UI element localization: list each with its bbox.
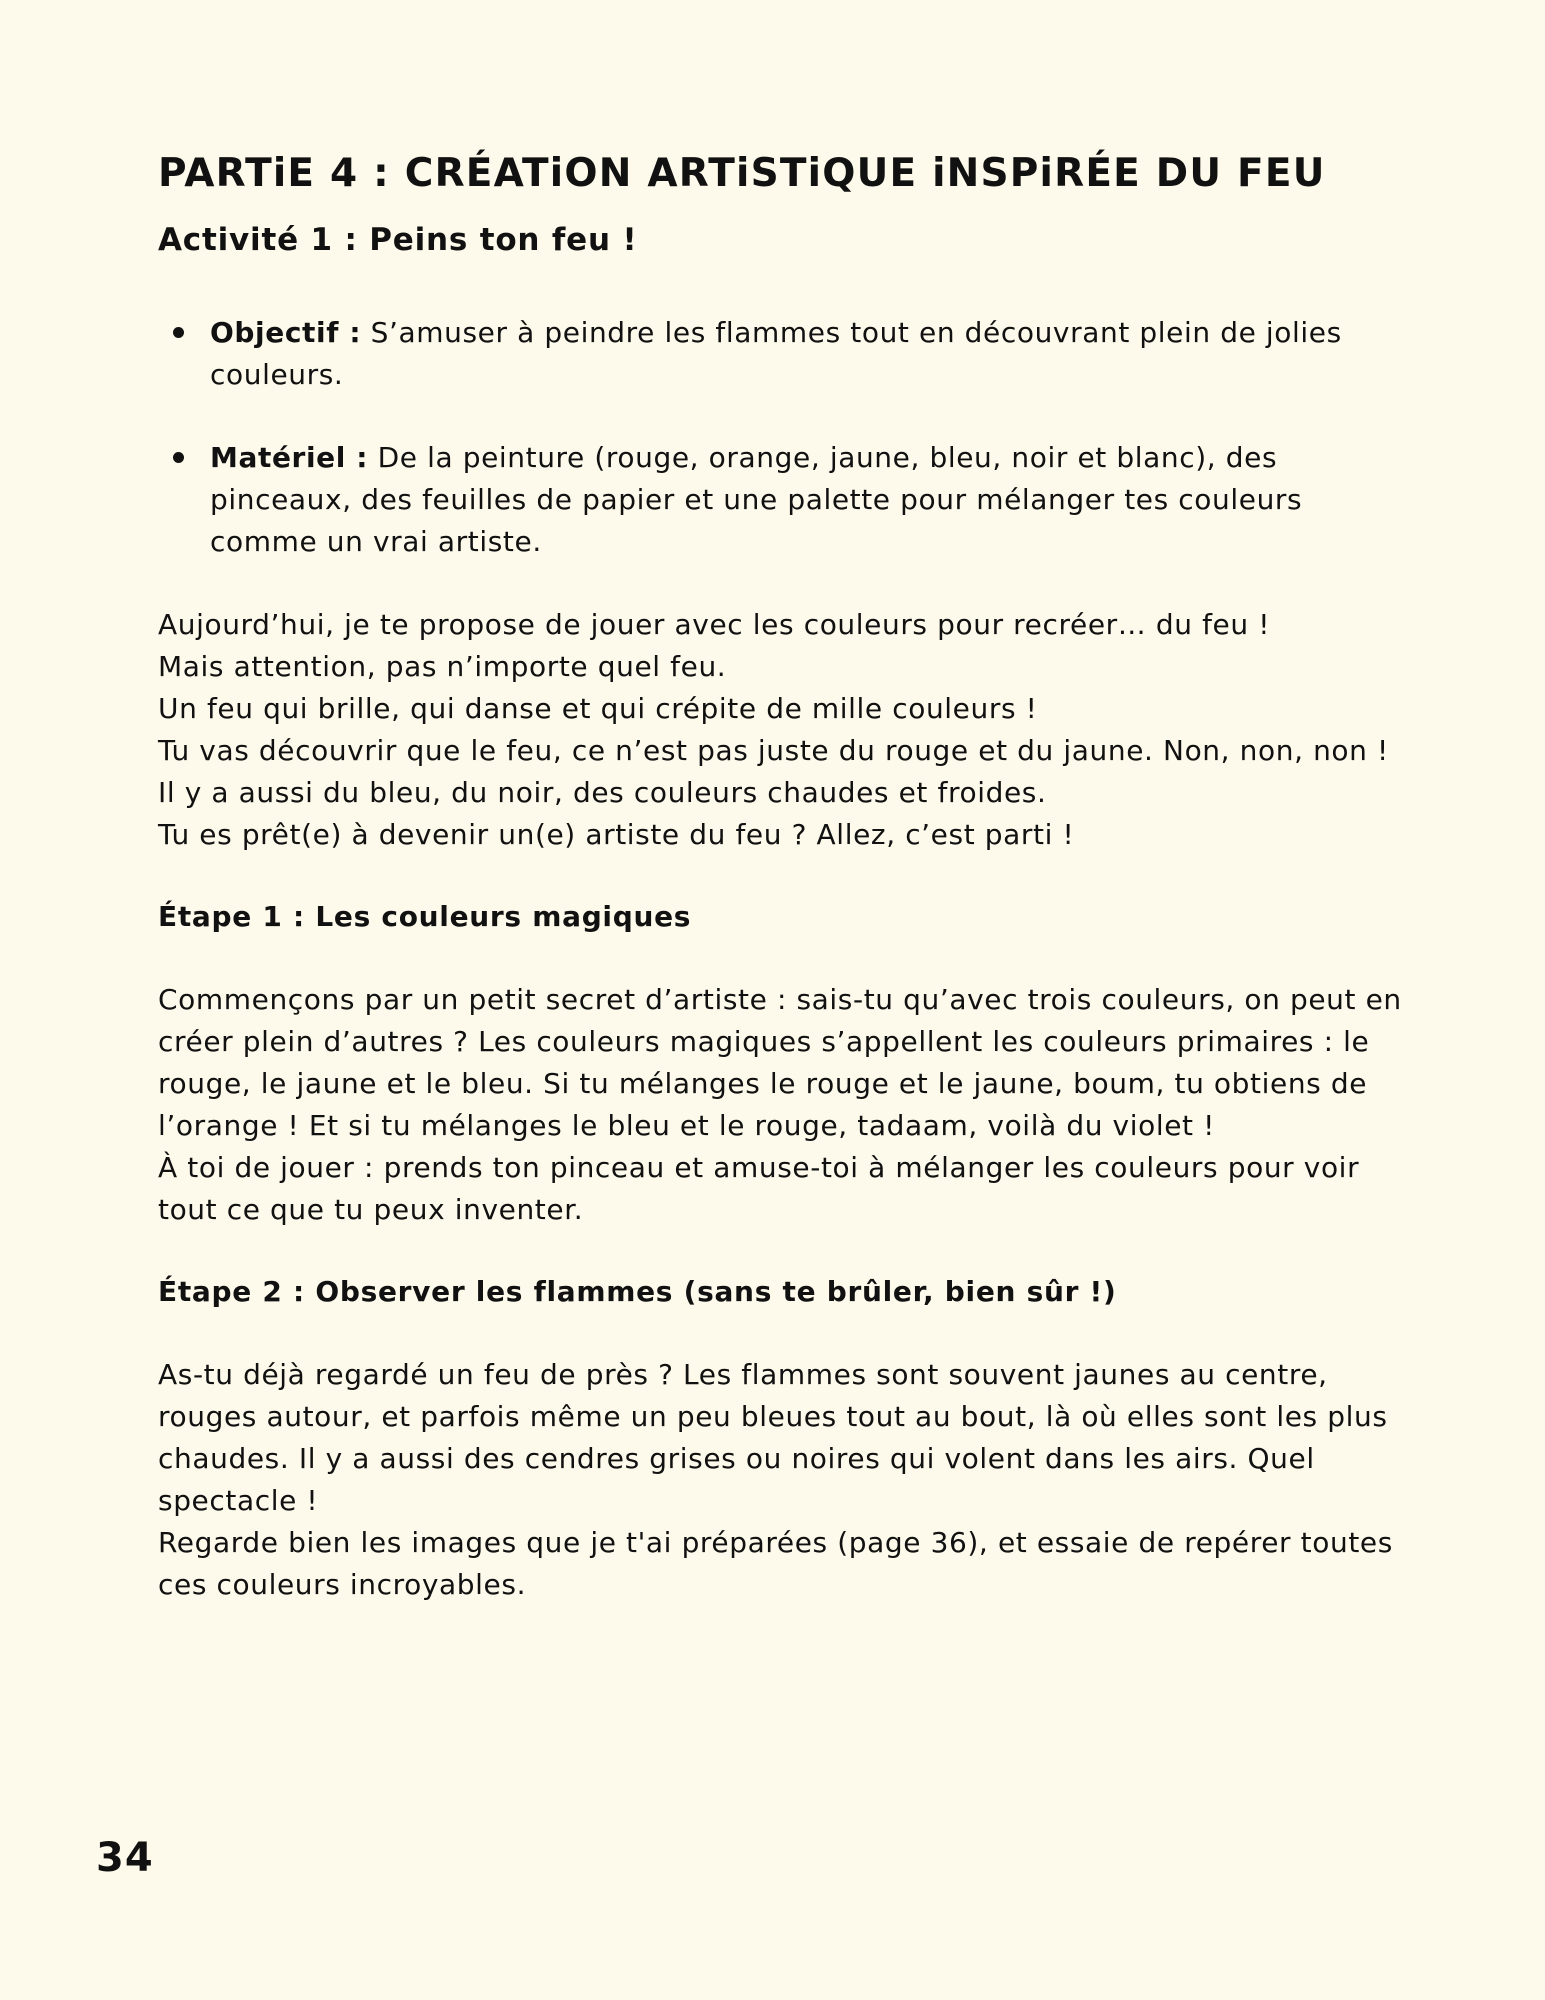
objective-label: Objectif :: [210, 316, 362, 349]
materials-text: De la peinture (rouge, orange, jaune, bleu, noir et blanc), des pinceaux, des feuilles de papier et une palette pour mélanger tes couleurs comme un vrai artiste.: [210, 441, 1303, 558]
step-1-body: [158, 979, 1408, 1231]
objective-text: S’amuser à peindre les flammes tout en découvrant plein de jolies couleurs.: [210, 316, 1342, 391]
part-title: PARTiE 4 : CRÉATiON ARTiSTiQUE iNSPiRÉE DU FEU: [158, 151, 1326, 196]
step-2-line: As-tu déjà regardé un feu de près ? Les flammes sont souvent jaunes au centre, rouges autour, et parfois même un peu bleues tout au bout, là où elles sont les plus chaudes. Il y a aussi des cendres grises ou noires qui volent dans les airs. Quel spectacle !: [158, 1358, 1388, 1517]
intro-line: Un feu qui brille, qui danse et qui crépite de mille couleurs !: [158, 692, 1038, 725]
step-2-body: [158, 1354, 1408, 1606]
bullet-icon: [173, 327, 184, 338]
activity-title: Activité 1 : Peins ton feu !: [158, 222, 638, 258]
step-1-line: À toi de jouer : prends ton pinceau et amuse-toi à mélanger les couleurs pour voir tout ce que tu peux inventer.: [158, 1151, 1360, 1226]
step-1-line: Commençons par un petit secret d’artiste : sais-tu qu’avec trois couleurs, on peut en créer plein d’autres ? Les couleurs magiques s’appellent les couleurs primaires : le rouge, le jaune et le bleu. Si tu mélanges le rouge et le jaune, boum, tu obtiens de l’orange ! Et si tu mélanges le bleu et le rouge, tadaam, voilà du violet !: [158, 983, 1402, 1142]
intro-line: Aujourd’hui, je te propose de jouer avec les couleurs pour recréer… du feu !: [158, 608, 1271, 641]
step-2-title: Étape 2 : Observer les flammes (sans te brûler, bien sûr !): [158, 1275, 1117, 1308]
intro-line: Mais attention, pas n’importe quel feu.: [158, 650, 727, 683]
objective-item: [158, 312, 1408, 396]
intro-line: Tu es prêt(e) à devenir un(e) artiste du feu ? Allez, c’est parti !: [158, 818, 1075, 851]
intro-paragraph: [158, 604, 1408, 856]
bullet-icon: [173, 452, 184, 463]
step-1-title: Étape 1 : Les couleurs magiques: [158, 900, 692, 933]
page-number: 34: [96, 1835, 154, 1881]
intro-line: Tu vas découvrir que le feu, ce n’est pas juste du rouge et du jaune. Non, non, non ! Il y a aussi du bleu, du noir, des couleurs chaudes et froides.: [158, 734, 1389, 809]
materials-label: Matériel :: [210, 441, 369, 474]
page-content: [158, 148, 1408, 1606]
activity-details-list: [158, 312, 1408, 563]
step-2-line: Regarde bien les images que je t'ai préparées (page 36), et essaie de repérer toutes ces couleurs incroyables.: [158, 1526, 1393, 1601]
materials-item: [158, 437, 1408, 563]
